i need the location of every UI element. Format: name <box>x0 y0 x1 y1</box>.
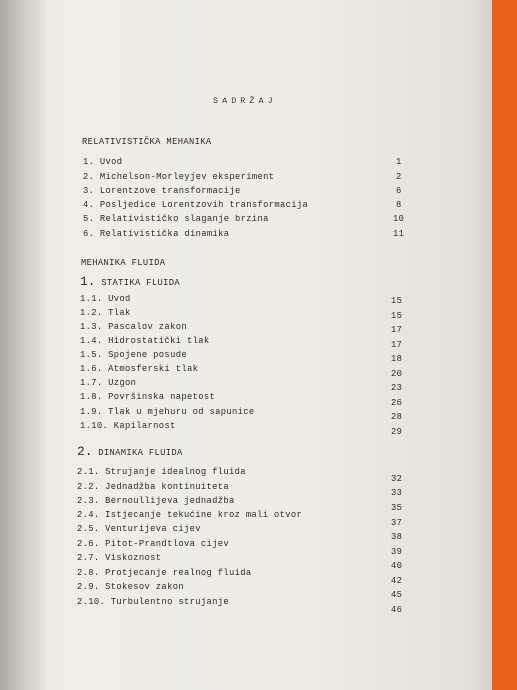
toc-entry-label: 3. Lorentzove transformacije <box>83 186 241 196</box>
toc-entry-label: 2.7. Viskoznost <box>77 553 162 563</box>
toc-entry-label: 2.8. Protjecanje realnog fluida <box>77 568 252 578</box>
subsection-number: 2. <box>77 444 93 459</box>
toc-entry-label: 2.2. Jednadžba kontinuiteta <box>77 482 229 492</box>
toc-entry-label: 1.6. Atmosferski tlak <box>80 364 199 374</box>
subsection-title: STATIKA FLUIDA <box>101 278 181 288</box>
toc-entry-page: 37 <box>391 518 403 528</box>
toc-entry-page: 29 <box>391 427 403 437</box>
toc-entry-label: 2.5. Venturijeva cijev <box>77 524 201 534</box>
toc-entry-page: 11 <box>393 229 405 239</box>
section-heading-relativisticka: RELATIVISTIČKA MEHANIKA <box>82 137 212 147</box>
toc-entry-label: 1. Uvod <box>83 157 123 167</box>
toc-entry-label: 2.3. Bernoullijeva jednadžba <box>77 496 235 506</box>
toc-entry-label: 2.1. Strujanje idealnog fluida <box>77 467 246 477</box>
toc-entry-page: 32 <box>391 474 403 484</box>
toc-entry-label: 4. Posljedice Lorentzovih transformacija <box>83 200 309 210</box>
toc-entry-page: 38 <box>391 532 403 542</box>
subsection-title: DINAMIKA FLUIDA <box>98 448 183 458</box>
toc-entry-label: 1.3. Pascalov zakon <box>80 322 187 332</box>
toc-entry-page: 35 <box>391 503 403 513</box>
toc-entry-page: 26 <box>391 398 403 408</box>
toc-entry-page: 2 <box>396 172 402 182</box>
page-title: SADRŽAJ <box>213 96 277 106</box>
toc-entry-label: 2.9. Stokesov zakon <box>77 582 184 592</box>
toc-entry-label: 1.1. Uvod <box>80 294 131 304</box>
subsection-heading-dinamika <box>77 444 183 459</box>
toc-entry-page: 17 <box>391 325 403 335</box>
toc-entry-page: 18 <box>391 354 403 364</box>
toc-entry-label: 1.2. Tlak <box>80 308 131 318</box>
toc-entry-label: 6. Relativistička dinamika <box>83 229 230 239</box>
toc-entry-page: 42 <box>391 576 403 586</box>
toc-entry-page: 15 <box>391 311 403 321</box>
toc-entry-label: 1.8. Površinska napetost <box>80 392 216 402</box>
toc-entry-page: 39 <box>391 547 403 557</box>
toc-entry-label: 5. Relativističko slaganje brzina <box>83 214 269 224</box>
toc-entry-page: 23 <box>391 383 403 393</box>
book-spine-shadow <box>0 0 46 690</box>
toc-entry-page: 33 <box>391 488 403 498</box>
section-heading-mehanika-fluida: MEHANIKA FLUIDA <box>81 258 166 268</box>
toc-entry-label: 1.9. Tlak u mjehuru od sapunice <box>80 407 255 417</box>
toc-entry-page: 28 <box>391 412 403 422</box>
toc-entry-page: 45 <box>391 590 403 600</box>
subsection-heading-statika <box>80 274 180 289</box>
toc-entry-page: 17 <box>391 340 403 350</box>
toc-entry-page: 10 <box>393 214 405 224</box>
toc-entry-page: 20 <box>391 369 403 379</box>
toc-entry-label: 2.10. Turbulentno strujanje <box>77 597 229 607</box>
toc-entry-label: 1.10. Kapilarnost <box>80 421 176 431</box>
subsection-number: 1. <box>80 274 96 289</box>
toc-entry-page: 8 <box>396 200 402 210</box>
toc-entry-label: 1.7. Uzgon <box>80 378 137 388</box>
toc-entry-label: 2.4. Istjecanje tekućine kroz mali otvor <box>77 510 303 520</box>
toc-entry-page: 1 <box>396 157 402 167</box>
toc-entry-page: 6 <box>396 186 402 196</box>
toc-entry-label: 2. Michelson-Morleyjev eksperiment <box>83 172 275 182</box>
toc-entry-page: 40 <box>391 561 403 571</box>
toc-entry-page: 46 <box>391 605 403 615</box>
toc-entry-label: 1.4. Hidrostatički tlak <box>80 336 210 346</box>
toc-entry-page: 15 <box>391 296 403 306</box>
toc-entry-label: 1.5. Spojene posude <box>80 350 187 360</box>
toc-entry-label: 2.6. Pitot-Prandtlova cijev <box>77 539 229 549</box>
